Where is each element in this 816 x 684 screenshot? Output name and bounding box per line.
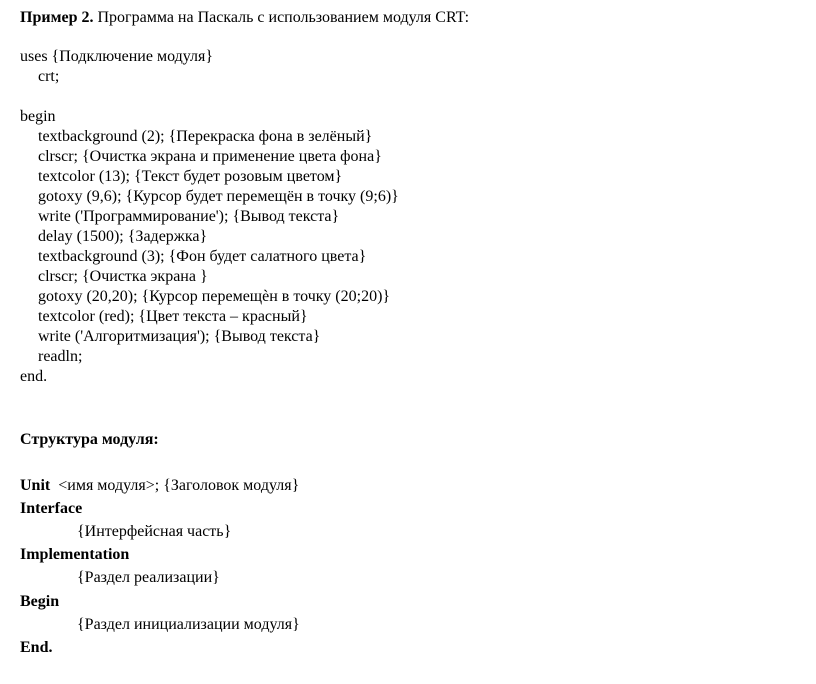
code-line: write ('Алгоритмизация'); {Вывод текста}	[38, 328, 321, 345]
code-uses-line: uses {Подключение модуля}	[20, 48, 214, 65]
code-line: gotoxy (20,20); {Курсор перемещѐн в точку (20;20)}	[38, 288, 391, 305]
code-line: delay (1500); {Задержка}	[38, 228, 208, 245]
code-line: textcolor (13); {Текст будет розовым цветом}	[38, 168, 343, 185]
begin-keyword: Begin	[20, 593, 60, 610]
code-line: textcolor (red); {Цвет текста – красный}	[38, 308, 308, 325]
code-line: write ('Программирование'); {Вывод текста}	[38, 208, 340, 225]
example-label: Пример 2.	[20, 9, 94, 26]
code-line: readln;	[38, 348, 83, 365]
example-title: Программа на Паскаль с использованием модуля CRT:	[93, 9, 470, 26]
begin-note: {Раздел инициализации модуля}	[77, 616, 300, 633]
code-crt-line: crt;	[38, 68, 60, 85]
code-line: clrscr; {Очистка экрана }	[38, 268, 208, 285]
code-line: gotoxy (9,6); {Курсор будет перемещён в точку (9;6)}	[38, 188, 399, 205]
interface-keyword: Interface	[20, 500, 83, 517]
implementation-keyword: Implementation	[20, 546, 130, 563]
interface-note: {Интерфейсная часть}	[77, 523, 232, 540]
example-heading	[20, 8, 469, 28]
unit-line	[20, 476, 299, 496]
code-begin-line: begin	[20, 108, 56, 125]
code-end-line: end.	[20, 368, 48, 385]
code-line: textbackground (3); {Фон будет салатного цвета}	[38, 248, 367, 265]
unit-rest: <имя модуля>; {Заголовок модуля}	[50, 477, 300, 494]
end-keyword: End.	[20, 639, 53, 656]
code-line: clrscr; {Очистка экрана и применение цвета фона}	[38, 148, 382, 165]
code-line: textbackground (2); {Перекраска фона в зелёный}	[38, 128, 373, 145]
structure-heading: Структура модуля:	[20, 431, 159, 448]
unit-keyword: Unit	[20, 477, 51, 494]
implementation-note: {Раздел реализации}	[77, 569, 220, 586]
